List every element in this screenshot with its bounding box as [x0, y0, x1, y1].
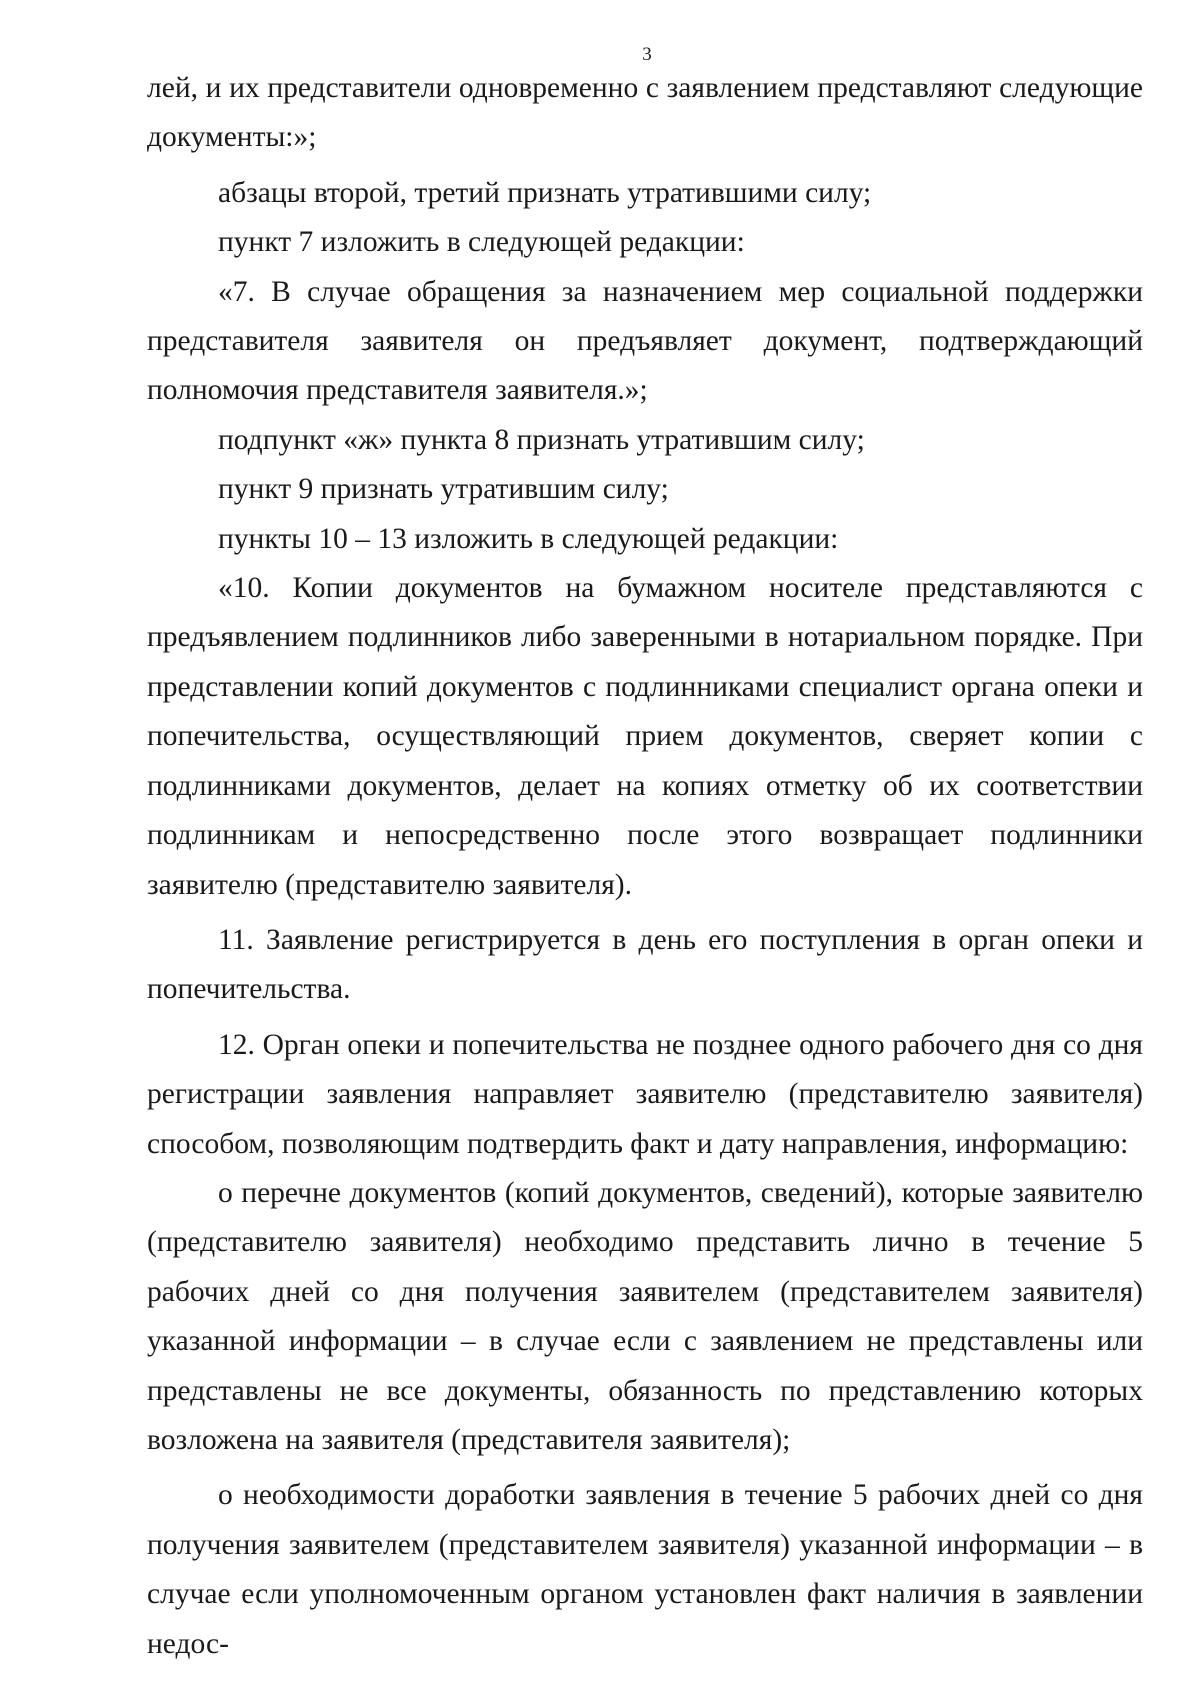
paragraph-repeal-second-third: абзацы второй, третий признать утратившими силу;	[218, 176, 872, 209]
paragraph-point-10: «10. Копии документов на бумажном носителе представляются с предъявлением подлинников либо заверенными в нотариальном порядке. При представлении копий документов с подлинниками специалист органа опеки и попечительства, осуществляющий прием документов, сверяет копии с подлинниками документов, делает на копиях отметку об их соответствии подлинникам и непосредственно после этого возвращает подлинники заявителю (представителю заявителя).	[147, 572, 1143, 901]
paragraph-documents-list: о перечне документов (копий документов, сведений), которые заявителю (представителю заявителя) необходимо представить лично в течение 5 рабочих дней со дня получения заявителем (представителем заявителя) указанной информации – в случае если с заявлением не представлены или представлены не все документы, обязанность по представлению которых возложена на заявителя (представителя заявителя);	[147, 1176, 1143, 1456]
paragraph-point-12: 12. Орган опеки и попечительства не позднее одного рабочего дня со дня регистрации заявления направляет заявителю (представителю заявителя) способом, позволяющим подтвердить факт и дату направления, информацию:	[147, 1028, 1143, 1160]
paragraph-point-11: 11. Заявление регистрируется в день его поступления в орган опеки и попечительства.	[147, 923, 1143, 1006]
paragraph-point-7-intro: пункт 7 изложить в следующей редакции:	[218, 226, 745, 259]
paragraph-subpoint-zh-repeal: подпункт «ж» пункта 8 признать утратившим силу;	[218, 423, 865, 456]
paragraph-continuation: лей, и их представители одновременно с заявлением представляют следующие документы:»;	[147, 72, 1143, 154]
paragraph-revision-needed: о необходимости доработки заявления в течение 5 рабочих дней со дня получения заявителем (представителем заявителя) указанной информации – в случае если уполномоченным органом установлен факт наличия в заявлении недос-	[147, 1479, 1143, 1660]
paragraph-point-7-text: «7. В случае обращения за назначением мер социальной поддержки представителя заявителя он предъявляет документ, подтверждающий полномочия представителя заявителя.»;	[147, 275, 1143, 407]
document-body	[147, 64, 1143, 1669]
paragraph-point-9-repeal: пункт 9 признать утратившим силу;	[218, 473, 669, 506]
page-number: 3	[642, 44, 652, 65]
paragraph-points-10-13-intro: пункты 10 – 13 изложить в следующей редакции:	[218, 522, 839, 555]
